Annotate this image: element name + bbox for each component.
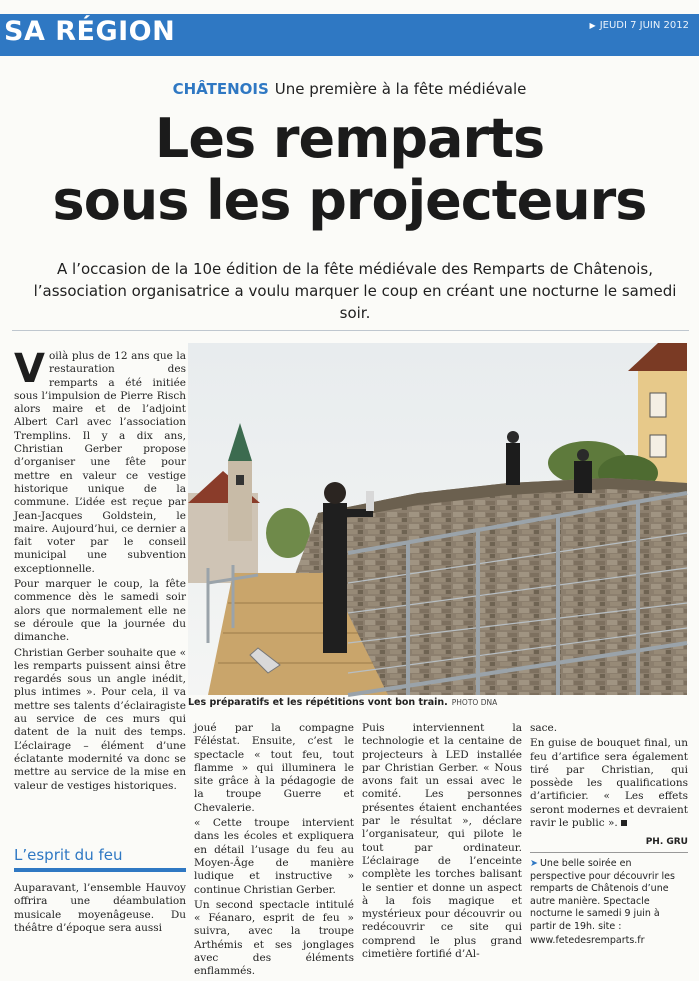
- author-signature: PH. GRU: [645, 837, 688, 848]
- caption-text: Les préparatifs et les répétitions vont bon train.: [188, 697, 448, 708]
- paragraph: sace.: [530, 722, 558, 734]
- article-column-2: [194, 722, 354, 981]
- paragraph-text: En guise de bouquet final, un feu d’artifice sera également tiré par Christian, qui possède les qualifications d’artificier. « Les effets seront modernes et devraient ravir le public ».: [530, 737, 688, 830]
- paragraph: Christian Gerber souhaite que « les remparts puissent ainsi être regardés sous un angle inédit, plus intimes ». Pour cela, il va mettre ses talents d’éclairagiste au service de ces murs qui datent de la nuit des temps. L’éclairage – élément d’une éclatante modernité va donc se mettre au service de la mise en valeur de vestiges historiques.: [14, 646, 186, 792]
- kicker-town: CHÂTENOIS: [172, 80, 269, 98]
- standfirst-divider: [12, 330, 689, 331]
- kicker-subtitle: Une première à la fête médiévale: [274, 80, 527, 98]
- section-title: SA RÉGION: [4, 16, 176, 47]
- paragraph: Pour marquer le coup, la fête commence dès le samedi soir alors que normalement elle ne se déroule que la journée du dimanche.: [14, 578, 186, 644]
- photo-caption: [188, 697, 687, 708]
- arrow-bullet-icon: ➤: [530, 858, 538, 869]
- paragraph: oilà plus de 12 ans que la restauration des remparts a été initiée sous l’impulsion de Pierre Risch alors maire et de l’adjoint Albert Carl avec l’association Tremplins. Il y a dix ans, Christian Gerber propose d’organiser une fête pour mettre en valeur ce vestige historique unique de la commune. L’idée est reçue par Jean-Jacques Goldstein, le maire. Aujourd’hui, ce dernier a fait voter par le conseil municipal une subvention exceptionnelle.: [14, 350, 186, 575]
- article-column-1-continued: [14, 882, 186, 937]
- article-column-1: [14, 346, 186, 795]
- headline: [0, 108, 699, 232]
- headline-line-1: Les remparts: [154, 107, 545, 170]
- triangle-icon: ▶: [589, 21, 596, 30]
- issue-date: [590, 20, 689, 31]
- section-band: [0, 14, 699, 56]
- article-column-4: [530, 722, 688, 850]
- drop-cap: V: [14, 346, 45, 392]
- headline-line-2: sous les projecteurs: [52, 169, 647, 232]
- photo-credit: PHOTO DNA: [451, 698, 498, 707]
- paragraph: « Cette troupe intervient dans les écoles et expliquera en détail l’usage du feu au Moyen-Âge de manière ludique et instructive » continue Christian Gerber.: [194, 817, 354, 896]
- info-box: [530, 852, 688, 948]
- intertitle: L’esprit du feu: [14, 846, 123, 864]
- paragraph: [530, 737, 688, 830]
- issue-date-text: JEUDI 7 JUIN 2012: [599, 20, 689, 31]
- intertitle-rule: [14, 868, 186, 872]
- paragraph: Auparavant, l’ensemble Hauvoy offrira une déambulation musicale moyenâgeuse. Du théâtre d’époque sera aussi: [14, 882, 186, 934]
- paragraph: Un second spectacle intitulé « Féanaro, esprit de feu » suivra, avec la troupe Arthémis et ses jonglages avec des éléments enflammés.: [194, 898, 354, 978]
- article-photo: [188, 343, 687, 695]
- paragraph: joué par la compagne Féléstat. Ensuite, c’est le spectacle « tout feu, tout flamme » qui illuminera le site grâce à la pédagogie de la troupe Guerre et Chevalerie.: [194, 722, 354, 814]
- paragraph: Puis interviennent la technologie et la centaine de projecteurs à LED installée par Christian Gerber. « Nous avons fait un essai avec le comité. Les personnes présentes étaient enchantées par le résultat », déclare l’organisateur, qui pilote le tout par ordinateur. L’éclairage de l’enceinte complète les torches balisant le sentier et donne un aspect à la fois magique et mystérieux pour découvrir ou redécouvrir ce site qui comprend le plus grand cimetière fortifié d’Al-: [362, 722, 522, 961]
- website-link[interactable]: www.fetedesremparts.fr: [530, 935, 645, 946]
- article-column-3: [362, 722, 522, 963]
- ramparts-photo-illustration: [188, 343, 687, 695]
- info-text: Une belle soirée en perspective pour découvrir les remparts de Châtenois d’une autre manière. Spectacle nocturne le samedi 9 juin à partir de 19h. site :: [530, 858, 675, 932]
- standfirst: A l’occasion de la 10e édition de la fête médiévale des Remparts de Châtenois, l’association organisatrice a voulu marquer le coup en créant une nocturne le samedi soir.: [33, 260, 677, 322]
- end-square-icon: [621, 820, 627, 826]
- kicker: [0, 80, 699, 98]
